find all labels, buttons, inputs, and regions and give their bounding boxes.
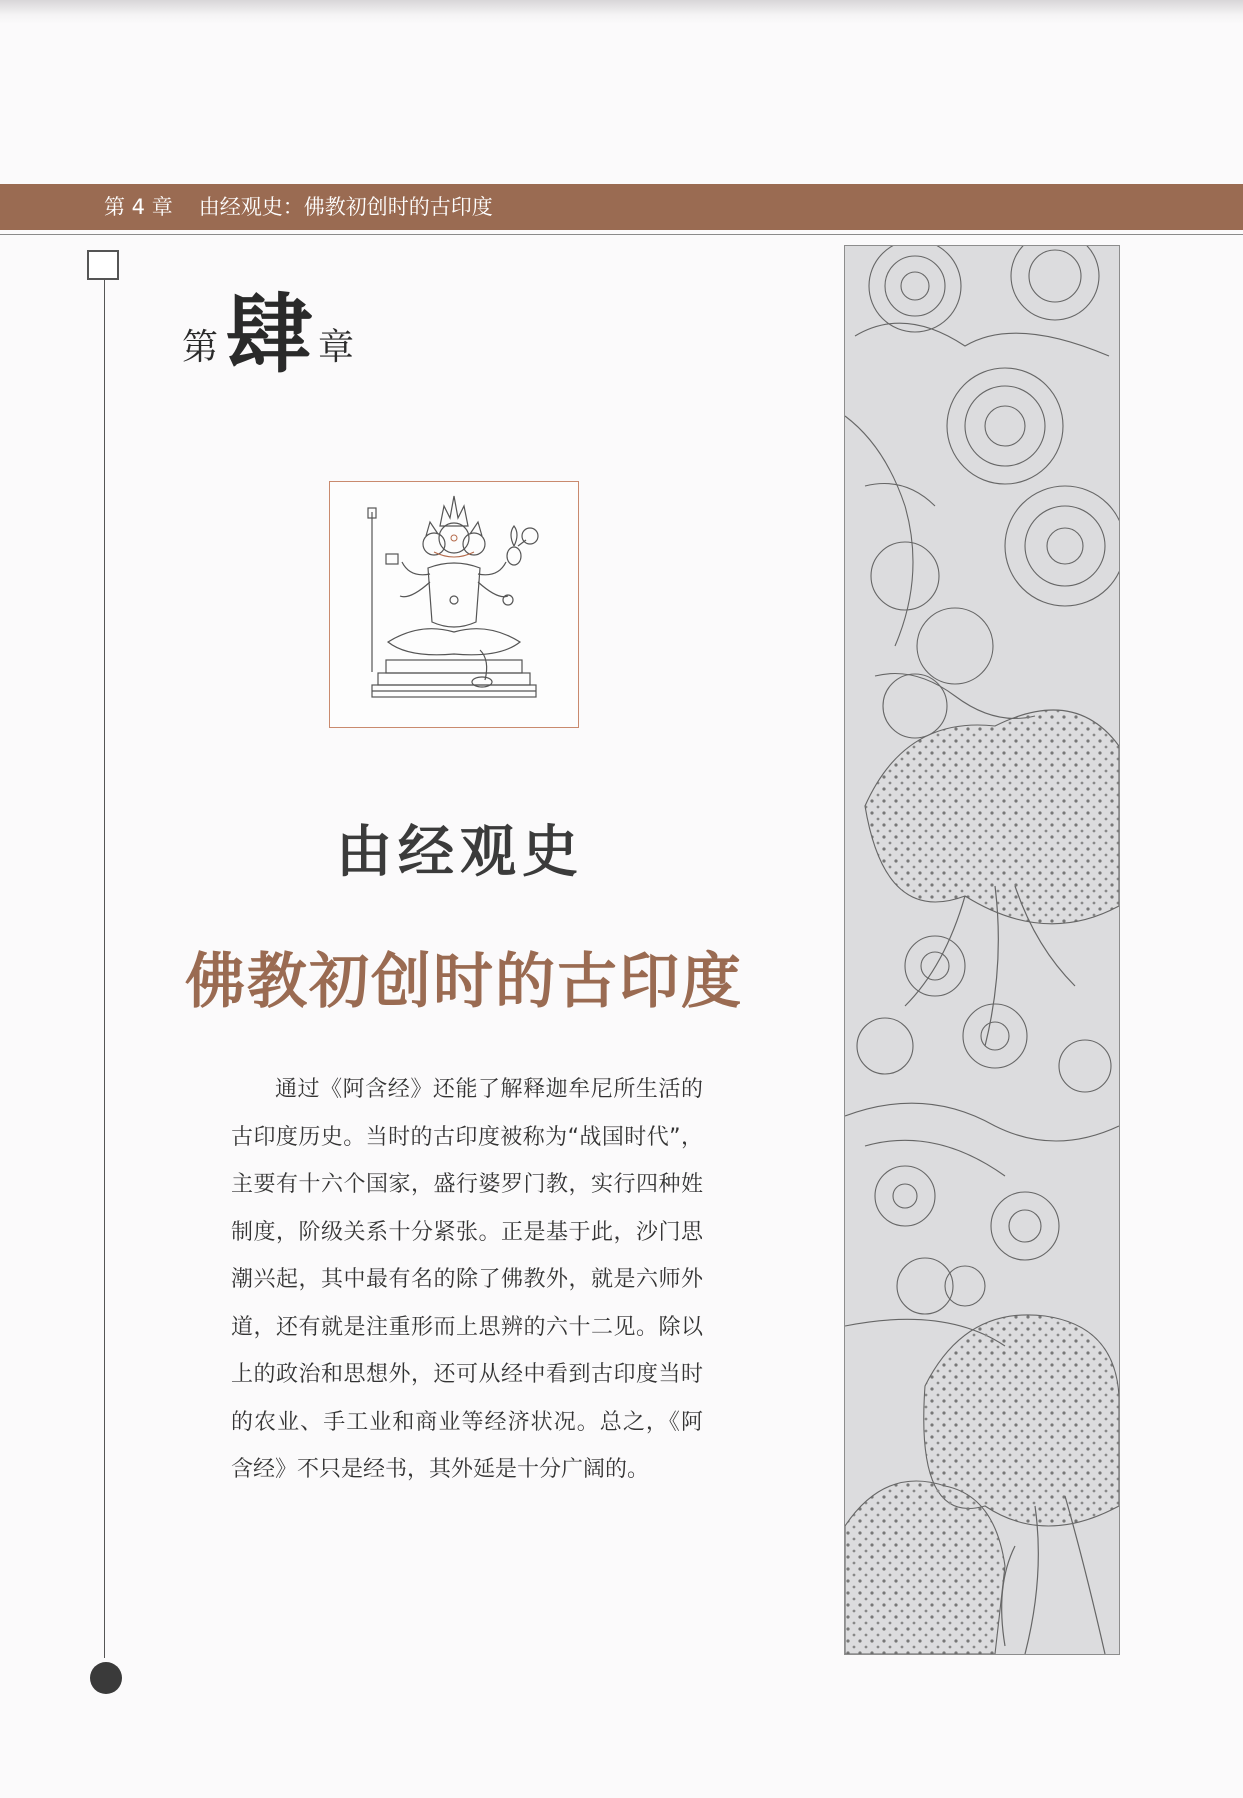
body-paragraph: 通过《阿含经》还能了解释迦牟尼所生活的古印度历史。当时的古印度被称为“战国时代”，主要有十六个国家，盛行婆罗门教，实行四种姓制度，阶级关系十分紧张。正是基于此，沙门思潮兴起，其中最有名的除了佛教外，就是六师外道，还有就是注重形而上思辨的六十二见。除以上的政治和思想外，还可从经中看到古印度当时的农业、手工业和商业等经济状况。总之，《阿含经》不只是经书，其外延是十分广阔的。 [231,1077,703,1482]
chapter-prefix: 第 [182,327,219,368]
scan-top-edge [0,0,1243,24]
margin-dot-ornament [90,1662,122,1694]
chapter-mark [182,284,355,402]
page-title: 由经观史 [336,819,584,885]
running-header [0,184,1243,230]
running-header-text [104,184,493,230]
header-chapter-label: 第 4 章 [104,195,173,219]
margin-square-ornament [87,250,119,280]
deity-illustration [329,481,579,728]
header-rule [0,234,1243,235]
floral-tree-illustration [844,245,1120,1655]
page-subtitle: 佛教初创时的古印度 [185,947,743,1017]
chapter-numeral: 肆 [226,284,311,385]
chapter-suffix: 章 [318,327,355,368]
header-running-title: 由经观史：佛教初创时的古印度 [198,195,493,219]
